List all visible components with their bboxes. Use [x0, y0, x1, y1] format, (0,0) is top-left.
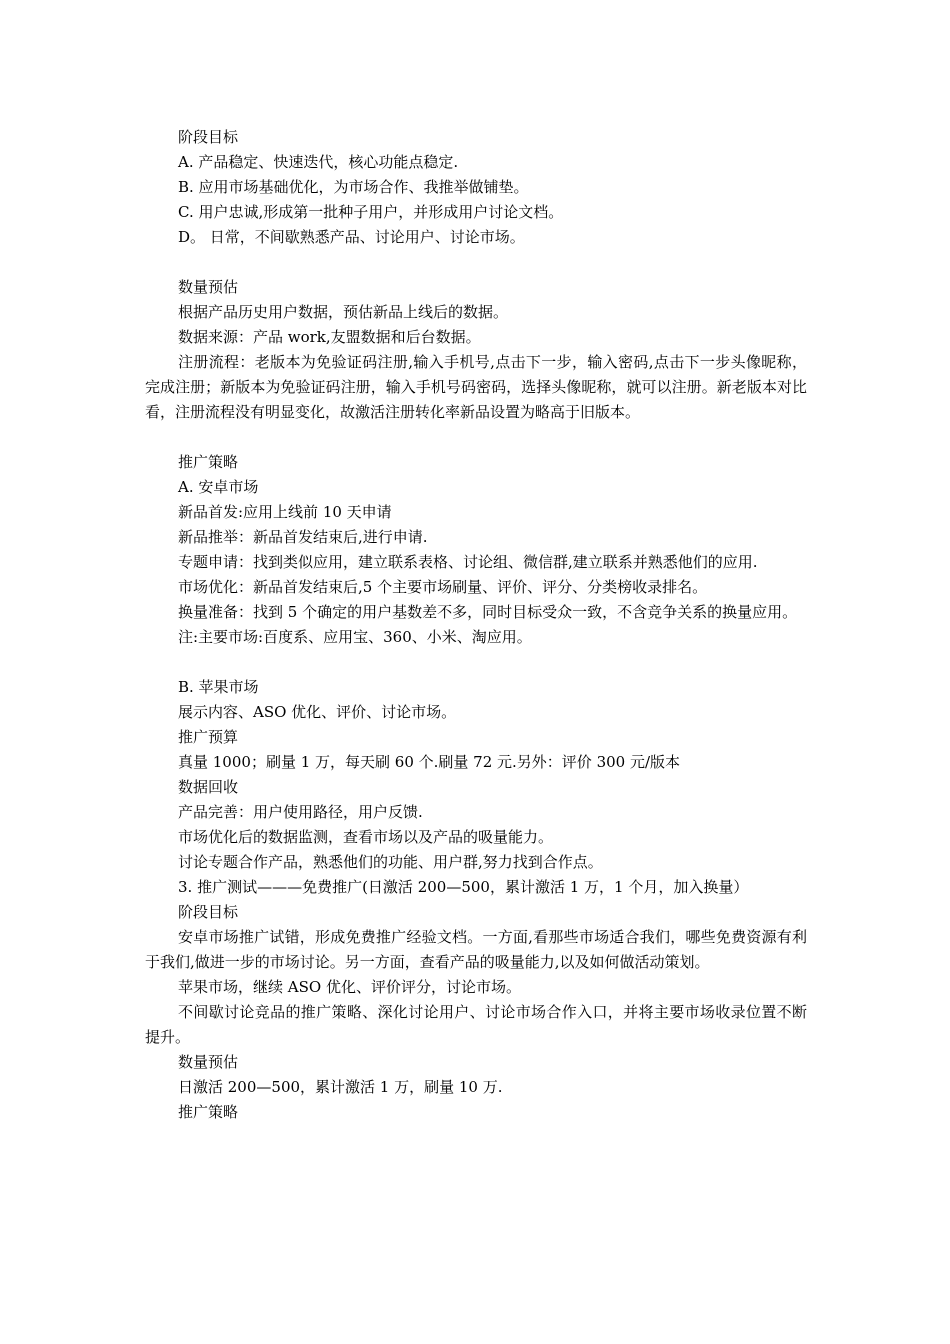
paragraph: 讨论专题合作产品，熟悉他们的功能、用户群,努力找到合作点。	[178, 853, 603, 871]
heading-promotion-strategy: 推广策略	[178, 453, 239, 471]
blank-line	[145, 425, 807, 450]
heading-promotion-budget: 推广预算	[178, 728, 239, 746]
paragraph: 市场优化后的数据监测，查看市场以及产品的吸量能力。	[178, 828, 554, 846]
paragraph: 日激活 200—500，累计激活 1 万，刷量 10 万.	[178, 1078, 503, 1096]
goal-item-b: B. 应用市场基础优化，为市场合作、我推举做铺垫。	[178, 178, 529, 196]
paragraph: 换量准备：找到 5 个确定的用户基数差不多，同时目标受众一致，不含竞争关系的换量应用。	[178, 603, 798, 621]
paragraph: 注:主要市场:百度系、应用宝、360、小米、淘应用。	[178, 628, 532, 646]
blank-line	[145, 250, 807, 275]
section-heading-promotion-test: 3. 推广测试———免费推广(日激活 200—500，累计激活 1 万，1 个月，加入换量）	[178, 878, 749, 896]
goal-item-d: D。 日常，不间歇熟悉产品、讨论用户、讨论市场。	[178, 228, 525, 246]
subheading-android-market: A. 安卓市场	[178, 478, 259, 496]
heading-stage-goal: 阶段目标	[178, 128, 239, 146]
heading-quantity-estimate: 数量预估	[178, 1053, 239, 1071]
paragraph: 市场优化：新品首发结束后,5 个主要市场刷量、评价、评分、分类榜收录排名。	[178, 578, 708, 596]
heading-data-recovery: 数据回收	[178, 778, 239, 796]
paragraph: 新品首发:应用上线前 10 天申请	[178, 503, 392, 521]
goal-item-c: C. 用户忠诚,形成第一批种子用户，并形成用户讨论文档。	[178, 203, 564, 221]
paragraph: 产品完善：用户使用路径，用户反馈.	[178, 803, 423, 821]
blank-line	[145, 650, 807, 675]
paragraph: 新品推举：新品首发结束后,进行申请.	[178, 528, 428, 546]
goal-item-a: A. 产品稳定、快速迭代，核心功能点稳定.	[178, 153, 459, 171]
paragraph: 数据来源：产品 work,友盟数据和后台数据。	[178, 328, 481, 346]
paragraph: 安卓市场推广试错，形成免费推广经验文档。一方面,看那些市场适合我们，哪些免费资源有利于我们,做进一步的市场讨论。另一方面，查看产品的吸量能力,以及如何做活动策划。	[145, 928, 807, 971]
paragraph: 专题申请：找到类似应用，建立联系表格、讨论组、微信群,建立联系并熟悉他们的应用.	[178, 553, 758, 571]
paragraph: 不间歇讨论竞品的推广策略、深化讨论用户、讨论市场合作入口，并将主要市场收录位置不断提升。	[145, 1003, 807, 1046]
paragraph: 注册流程：老版本为免验证码注册,输入手机号,点击下一步，输入密码,点击下一步头像昵称，完成注册；新版本为免验证码注册，输入手机号码密码，选择头像昵称，就可以注册。新老版本对比看，注册流程没有明显变化，故激活注册转化率新品设置为略高于旧版本。	[145, 353, 807, 421]
paragraph: 苹果市场，继续 ASO 优化、评价评分，讨论市场。	[178, 978, 521, 996]
paragraph: 真量 1000；刷量 1 万，每天刷 60 个.刷量 72 元.另外：评价 300 元/版本	[178, 753, 681, 771]
subheading-apple-market: B. 苹果市场	[178, 678, 259, 696]
heading-promotion-strategy: 推广策略	[178, 1103, 239, 1121]
heading-stage-goal: 阶段目标	[178, 903, 239, 921]
paragraph: 展示内容、ASO 优化、评价、讨论市场。	[178, 703, 457, 721]
paragraph: 根据产品历史用户数据，预估新品上线后的数据。	[178, 303, 509, 321]
heading-quantity-estimate: 数量预估	[178, 278, 239, 296]
